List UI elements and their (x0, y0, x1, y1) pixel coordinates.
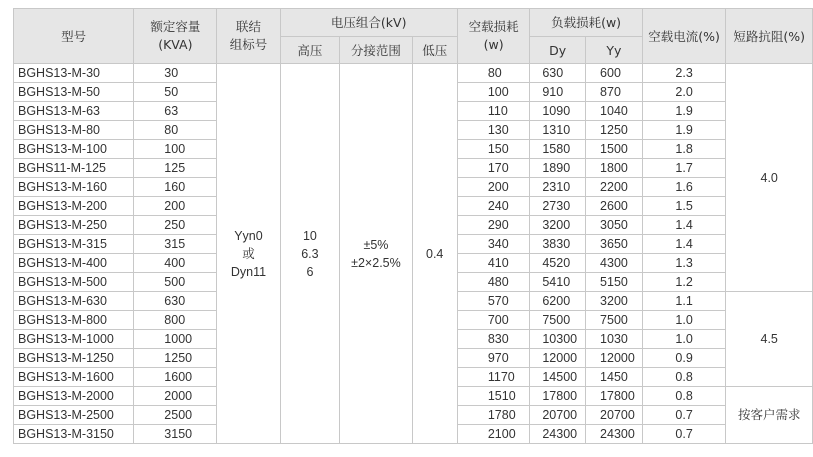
capacity-cell: 1600 (134, 368, 217, 387)
capacity-cell: 160 (134, 178, 217, 197)
capacity-cell: 250 (134, 216, 217, 235)
load-loss-dy-cell: 3200 (530, 216, 586, 235)
noload-current-cell: 1.3 (642, 254, 726, 273)
model-cell: BGHS13-M-800 (14, 311, 134, 330)
header-low-voltage: 低压 (412, 37, 457, 64)
model-cell: BGHS13-M-500 (14, 273, 134, 292)
noload-loss-cell: 1170 (457, 368, 530, 387)
model-cell: BGHS13-M-63 (14, 102, 134, 121)
connection-group-group-line1: Yyn0 (234, 228, 263, 243)
noload-current-cell: 1.5 (642, 197, 726, 216)
model-cell: BGHS13-M-2500 (14, 406, 134, 425)
model-cell: BGHS13-M-400 (14, 254, 134, 273)
noload-loss-cell: 200 (457, 178, 530, 197)
capacity-cell: 1000 (134, 330, 217, 349)
short-impedance-cell: 按客户需求 (726, 387, 813, 444)
load-loss-yy-cell: 17800 (586, 387, 643, 406)
noload-current-cell: 1.9 (642, 102, 726, 121)
load-loss-yy-cell: 12000 (586, 349, 643, 368)
load-loss-yy-cell: 600 (586, 64, 643, 83)
noload-loss-cell: 970 (457, 349, 530, 368)
load-loss-yy-cell: 20700 (586, 406, 643, 425)
capacity-cell: 500 (134, 273, 217, 292)
model-cell: BGHS13-M-250 (14, 216, 134, 235)
load-loss-yy-cell: 1250 (586, 121, 643, 140)
high-voltage-value: 6 (306, 264, 314, 279)
noload-loss-cell: 410 (457, 254, 530, 273)
header-capacity (134, 9, 217, 64)
header-connection-group (217, 9, 280, 64)
noload-current-cell: 1.8 (642, 140, 726, 159)
noload-loss-cell: 170 (457, 159, 530, 178)
noload-current-cell: 2.3 (642, 64, 726, 83)
load-loss-dy-cell: 14500 (530, 368, 586, 387)
noload-current-cell: 0.7 (642, 425, 726, 444)
noload-loss-cell: 80 (457, 64, 530, 83)
noload-current-cell: 2.0 (642, 83, 726, 102)
load-loss-dy-cell: 2310 (530, 178, 586, 197)
noload-current-cell: 1.0 (642, 311, 726, 330)
noload-current-cell: 0.8 (642, 387, 726, 406)
header-noload-loss (457, 9, 530, 64)
model-cell: BGHS13-M-315 (14, 235, 134, 254)
load-loss-yy-cell: 3200 (586, 292, 643, 311)
noload-loss-cell: 130 (457, 121, 530, 140)
header-capacity-line1: 额定容量 (150, 19, 201, 34)
model-cell: BGHS13-M-30 (14, 64, 134, 83)
model-cell: BGHS13-M-80 (14, 121, 134, 140)
capacity-cell: 200 (134, 197, 217, 216)
load-loss-dy-cell: 1580 (530, 140, 586, 159)
noload-current-cell: 1.4 (642, 216, 726, 235)
table-header (14, 9, 813, 64)
capacity-cell: 80 (134, 121, 217, 140)
capacity-cell: 2500 (134, 406, 217, 425)
model-cell: BGHS13-M-1000 (14, 330, 134, 349)
capacity-cell: 630 (134, 292, 217, 311)
noload-loss-cell: 110 (457, 102, 530, 121)
load-loss-dy-cell: 1090 (530, 102, 586, 121)
load-loss-yy-cell: 5150 (586, 273, 643, 292)
capacity-cell: 2000 (134, 387, 217, 406)
high-voltage-value: 10 (302, 228, 317, 243)
noload-loss-cell: 290 (457, 216, 530, 235)
noload-current-cell: 1.2 (642, 273, 726, 292)
header-noload-loss-line1: 空载损耗 (468, 19, 519, 34)
noload-loss-cell: 830 (457, 330, 530, 349)
noload-loss-cell: 1510 (457, 387, 530, 406)
noload-current-cell: 0.9 (642, 349, 726, 368)
model-cell: BGHS13-M-630 (14, 292, 134, 311)
noload-current-cell: 0.8 (642, 368, 726, 387)
model-cell: BGHS13-M-50 (14, 83, 134, 102)
table-row (14, 64, 813, 83)
load-loss-yy-cell: 1030 (586, 330, 643, 349)
load-loss-yy-cell: 870 (586, 83, 643, 102)
noload-loss-cell: 150 (457, 140, 530, 159)
capacity-cell: 1250 (134, 349, 217, 368)
tap-range-cell (340, 64, 412, 444)
model-cell: BGHS13-M-1600 (14, 368, 134, 387)
noload-current-cell: 1.9 (642, 121, 726, 140)
capacity-cell: 3150 (134, 425, 217, 444)
load-loss-yy-cell: 4300 (586, 254, 643, 273)
header-model: 型号 (14, 9, 134, 64)
header-noload-current: 空载电流(%) (642, 9, 726, 64)
load-loss-dy-cell: 2730 (530, 197, 586, 216)
capacity-cell: 30 (134, 64, 217, 83)
header-load-loss: 负载损耗(w) (530, 9, 642, 37)
load-loss-yy-cell: 2200 (586, 178, 643, 197)
noload-current-cell: 1.4 (642, 235, 726, 254)
header-group-line1: 联结 (235, 19, 261, 34)
load-loss-yy-cell: 1500 (586, 140, 643, 159)
load-loss-dy-cell: 20700 (530, 406, 586, 425)
model-cell: BGHS13-M-1250 (14, 349, 134, 368)
header-capacity-line2: (KVA) (158, 37, 193, 52)
header-group-line2: 组标号 (229, 37, 268, 52)
short-impedance-cell: 4.0 (726, 64, 813, 292)
noload-current-cell: 1.1 (642, 292, 726, 311)
noload-loss-cell: 570 (457, 292, 530, 311)
connection-group-cell (217, 64, 280, 444)
header-load-dy: Dy (530, 37, 586, 64)
low-voltage-cell: 0.4 (412, 64, 457, 444)
capacity-cell: 315 (134, 235, 217, 254)
noload-loss-cell: 480 (457, 273, 530, 292)
connection-group-group-line3: Dyn11 (230, 264, 267, 279)
model-cell: BGHS13-M-200 (14, 197, 134, 216)
noload-current-cell: 0.7 (642, 406, 726, 425)
noload-loss-cell: 1780 (457, 406, 530, 425)
load-loss-dy-cell: 1310 (530, 121, 586, 140)
load-loss-yy-cell: 3050 (586, 216, 643, 235)
load-loss-dy-cell: 17800 (530, 387, 586, 406)
load-loss-dy-cell: 5410 (530, 273, 586, 292)
load-loss-dy-cell: 4520 (530, 254, 586, 273)
tap-range-value: ±2×2.5% (351, 255, 401, 270)
load-loss-dy-cell: 10300 (530, 330, 586, 349)
header-short-impedance: 短路抗阻(%) (726, 9, 813, 64)
capacity-cell: 800 (134, 311, 217, 330)
tap-range-value: ±5% (363, 237, 389, 252)
model-cell: BGHS13-M-100 (14, 140, 134, 159)
header-voltage-combo: 电压组合(kV) (280, 9, 457, 37)
capacity-cell: 50 (134, 83, 217, 102)
model-cell: BGHS13-M-2000 (14, 387, 134, 406)
load-loss-yy-cell: 24300 (586, 425, 643, 444)
noload-current-cell: 1.0 (642, 330, 726, 349)
load-loss-yy-cell: 1450 (586, 368, 643, 387)
noload-loss-cell: 100 (457, 83, 530, 102)
load-loss-yy-cell: 7500 (586, 311, 643, 330)
high-voltage-cell (280, 64, 340, 444)
load-loss-dy-cell: 1890 (530, 159, 586, 178)
load-loss-yy-cell: 3650 (586, 235, 643, 254)
table-body (14, 64, 813, 444)
header-noload-loss-line2: (w) (483, 37, 504, 52)
header-high-voltage: 高压 (280, 37, 340, 64)
load-loss-dy-cell: 24300 (530, 425, 586, 444)
load-loss-dy-cell: 12000 (530, 349, 586, 368)
load-loss-yy-cell: 1040 (586, 102, 643, 121)
header-tap-range: 分接范围 (340, 37, 412, 64)
noload-current-cell: 1.6 (642, 178, 726, 197)
load-loss-dy-cell: 910 (530, 83, 586, 102)
load-loss-yy-cell: 1800 (586, 159, 643, 178)
capacity-cell: 100 (134, 140, 217, 159)
model-cell: BGHS13-M-160 (14, 178, 134, 197)
short-impedance-cell: 4.5 (726, 292, 813, 387)
header-load-yy: Yy (586, 37, 643, 64)
load-loss-dy-cell: 7500 (530, 311, 586, 330)
noload-loss-cell: 2100 (457, 425, 530, 444)
noload-loss-cell: 240 (457, 197, 530, 216)
capacity-cell: 125 (134, 159, 217, 178)
capacity-cell: 63 (134, 102, 217, 121)
load-loss-dy-cell: 6200 (530, 292, 586, 311)
noload-current-cell: 1.7 (642, 159, 726, 178)
connection-group-group-line2: 或 (242, 246, 255, 261)
load-loss-yy-cell: 2600 (586, 197, 643, 216)
load-loss-dy-cell: 3830 (530, 235, 586, 254)
noload-loss-cell: 700 (457, 311, 530, 330)
model-cell: BGHS11-M-125 (14, 159, 134, 178)
noload-loss-cell: 340 (457, 235, 530, 254)
model-cell: BGHS13-M-3150 (14, 425, 134, 444)
transformer-spec-table (13, 8, 813, 444)
high-voltage-value: 6.3 (301, 246, 319, 261)
capacity-cell: 400 (134, 254, 217, 273)
load-loss-dy-cell: 630 (530, 64, 586, 83)
